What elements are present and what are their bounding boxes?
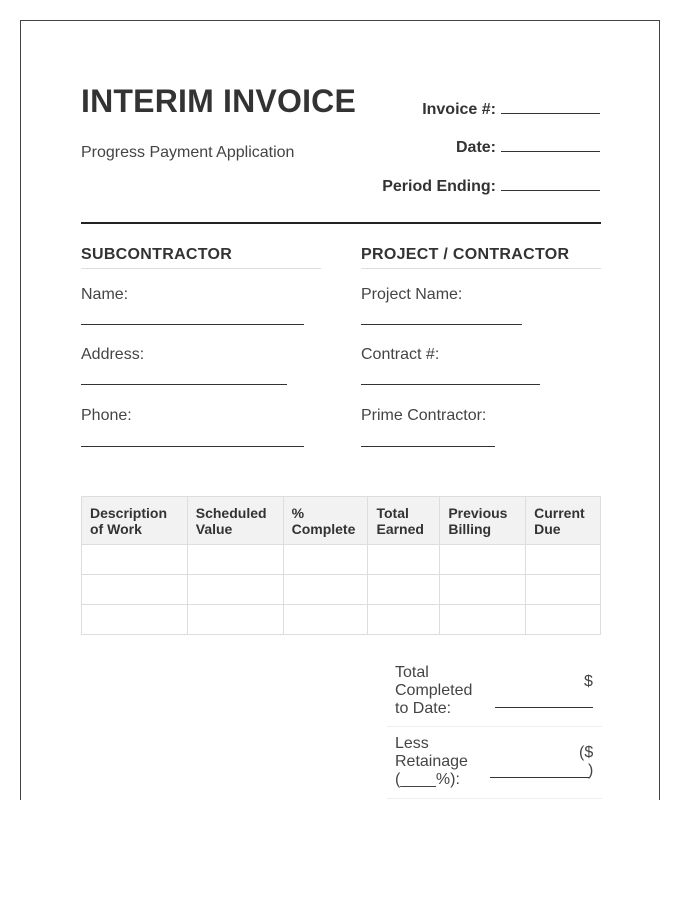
table-cell[interactable]	[82, 605, 188, 635]
subcontractor-heading: SUBCONTRACTOR	[81, 246, 321, 269]
prime-contractor-field[interactable]	[361, 446, 495, 447]
header-divider	[81, 222, 601, 224]
column-header-previous-billing: Previous Billing	[440, 497, 526, 545]
subcontractor-address-label: Address:	[81, 346, 145, 363]
table-cell[interactable]	[82, 545, 188, 575]
contract-number-field[interactable]	[361, 384, 540, 385]
total-completed-label: Total Completed to Date:	[395, 664, 473, 717]
invoice-title: INTERIM INVOICE	[81, 83, 357, 119]
invoice-page	[20, 20, 660, 800]
subcontractor-name-field[interactable]	[81, 324, 304, 325]
table-header-row	[82, 497, 601, 545]
table-cell[interactable]	[368, 545, 440, 575]
less-retainage-currency-open: ($	[579, 744, 594, 761]
period-ending-field[interactable]	[382, 176, 600, 196]
table-row	[82, 545, 601, 575]
invoice-subtitle: Progress Payment Application	[81, 144, 295, 161]
table-cell[interactable]	[526, 575, 601, 605]
date-blank[interactable]	[501, 137, 600, 152]
subcontractor-phone-field[interactable]	[81, 446, 304, 447]
table-cell[interactable]	[368, 605, 440, 635]
table-cell[interactable]	[187, 545, 283, 575]
prime-contractor-label: Prime Contractor:	[361, 407, 487, 424]
invoice-number-label: Invoice #:	[422, 101, 496, 118]
table-cell[interactable]	[440, 575, 526, 605]
table-cell[interactable]	[526, 545, 601, 575]
date-label: Date:	[455, 139, 496, 156]
table-row	[82, 605, 601, 635]
column-header-total-earned: Total Earned	[368, 497, 440, 545]
invoice-number-field[interactable]	[422, 99, 600, 119]
contract-number-label: Contract #:	[361, 346, 440, 363]
table-cell[interactable]	[283, 575, 368, 605]
table-cell[interactable]	[526, 605, 601, 635]
period-ending-blank[interactable]	[501, 176, 600, 191]
table-cell[interactable]	[82, 575, 188, 605]
table-cell[interactable]	[440, 605, 526, 635]
table-cell[interactable]	[283, 545, 368, 575]
less-retainage-field[interactable]	[490, 777, 589, 778]
column-header-description: Description of Work	[82, 497, 188, 545]
project-name-label: Project Name:	[361, 286, 463, 303]
project-name-field[interactable]	[361, 324, 522, 325]
table-cell[interactable]	[440, 545, 526, 575]
less-retainage-label: Less Retainage (____%):	[395, 735, 468, 788]
period-ending-label: Period Ending:	[382, 178, 496, 195]
column-header-scheduled-value: Scheduled Value	[187, 497, 283, 545]
date-field[interactable]	[456, 137, 600, 157]
subcontractor-phone-label: Phone:	[81, 407, 132, 424]
table-row	[82, 575, 601, 605]
totals-block	[387, 655, 602, 799]
table-cell[interactable]	[187, 605, 283, 635]
work-table	[81, 496, 601, 635]
subcontractor-address-field[interactable]	[81, 384, 287, 385]
project-contractor-heading: PROJECT / CONTRACTOR	[361, 246, 601, 269]
column-header-current-due: Current Due	[526, 497, 601, 545]
less-retainage-row	[387, 727, 602, 799]
subcontractor-name-label: Name:	[81, 286, 129, 303]
total-completed-field[interactable]	[495, 707, 593, 708]
total-completed-currency: $	[584, 673, 593, 690]
invoice-number-blank[interactable]	[501, 99, 600, 114]
less-retainage-close-paren: )	[588, 762, 594, 779]
table-cell[interactable]	[187, 575, 283, 605]
total-completed-row	[387, 655, 602, 727]
column-header-percent-complete: % Complete	[283, 497, 368, 545]
table-cell[interactable]	[283, 605, 368, 635]
table-cell[interactable]	[368, 575, 440, 605]
